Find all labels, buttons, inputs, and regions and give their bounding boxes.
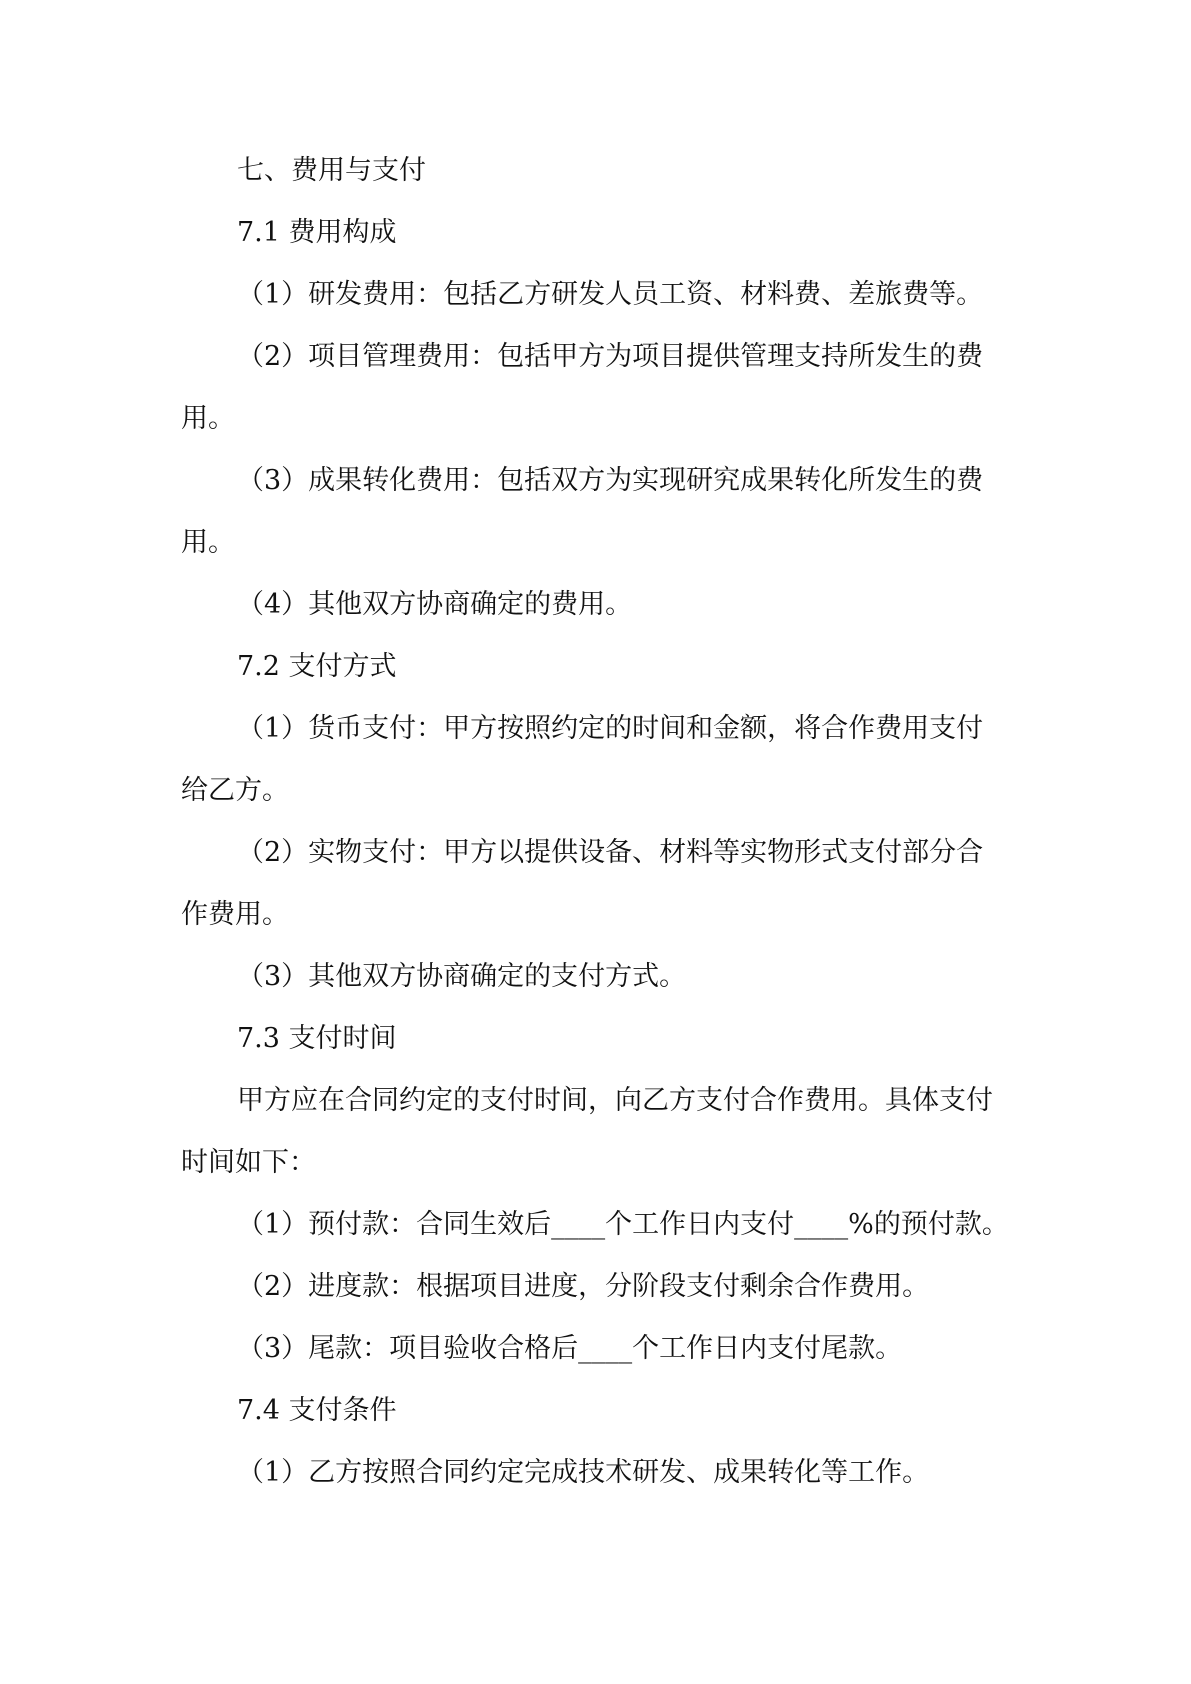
section-heading: 七、费用与支付	[237, 155, 426, 186]
subsection-heading: 7.1 费用构成	[237, 217, 397, 248]
list-item: （3）成果转化费用：包括双方为实现研究成果转化所发生的费	[237, 465, 984, 496]
list-item: （3）其他双方协商确定的支付方式。	[237, 961, 687, 992]
list-item: （3）尾款：项目验收合格后____个工作日内支付尾款。	[237, 1333, 903, 1364]
list-item: （1）预付款：合同生效后____个工作日内支付____%的预付款。	[237, 1209, 1009, 1240]
subsection-heading: 7.3 支付时间	[237, 1023, 397, 1054]
list-item-continuation: 给乙方。	[181, 775, 289, 806]
list-item-continuation: 作费用。	[181, 899, 289, 930]
list-item: （1）研发费用：包括乙方研发人员工资、材料费、差旅费等。	[237, 279, 984, 310]
list-item: （4）其他双方协商确定的费用。	[237, 589, 633, 620]
list-item: （1）乙方按照合同约定完成技术研发、成果转化等工作。	[237, 1457, 930, 1488]
list-item: （2）实物支付：甲方以提供设备、材料等实物形式支付部分合	[237, 837, 984, 868]
list-item-continuation: 用。	[181, 527, 235, 558]
subsection-heading: 7.4 支付条件	[237, 1395, 397, 1426]
paragraph: 甲方应在合同约定的支付时间，向乙方支付合作费用。具体支付	[237, 1085, 993, 1116]
list-item-continuation: 用。	[181, 403, 235, 434]
list-item: （1）货币支付：甲方按照约定的时间和金额，将合作费用支付	[237, 713, 984, 744]
paragraph-continuation: 时间如下：	[181, 1147, 316, 1178]
list-item: （2）项目管理费用：包括甲方为项目提供管理支持所发生的费	[237, 341, 984, 372]
list-item: （2）进度款：根据项目进度，分阶段支付剩余合作费用。	[237, 1271, 930, 1302]
subsection-heading: 7.2 支付方式	[237, 651, 397, 682]
